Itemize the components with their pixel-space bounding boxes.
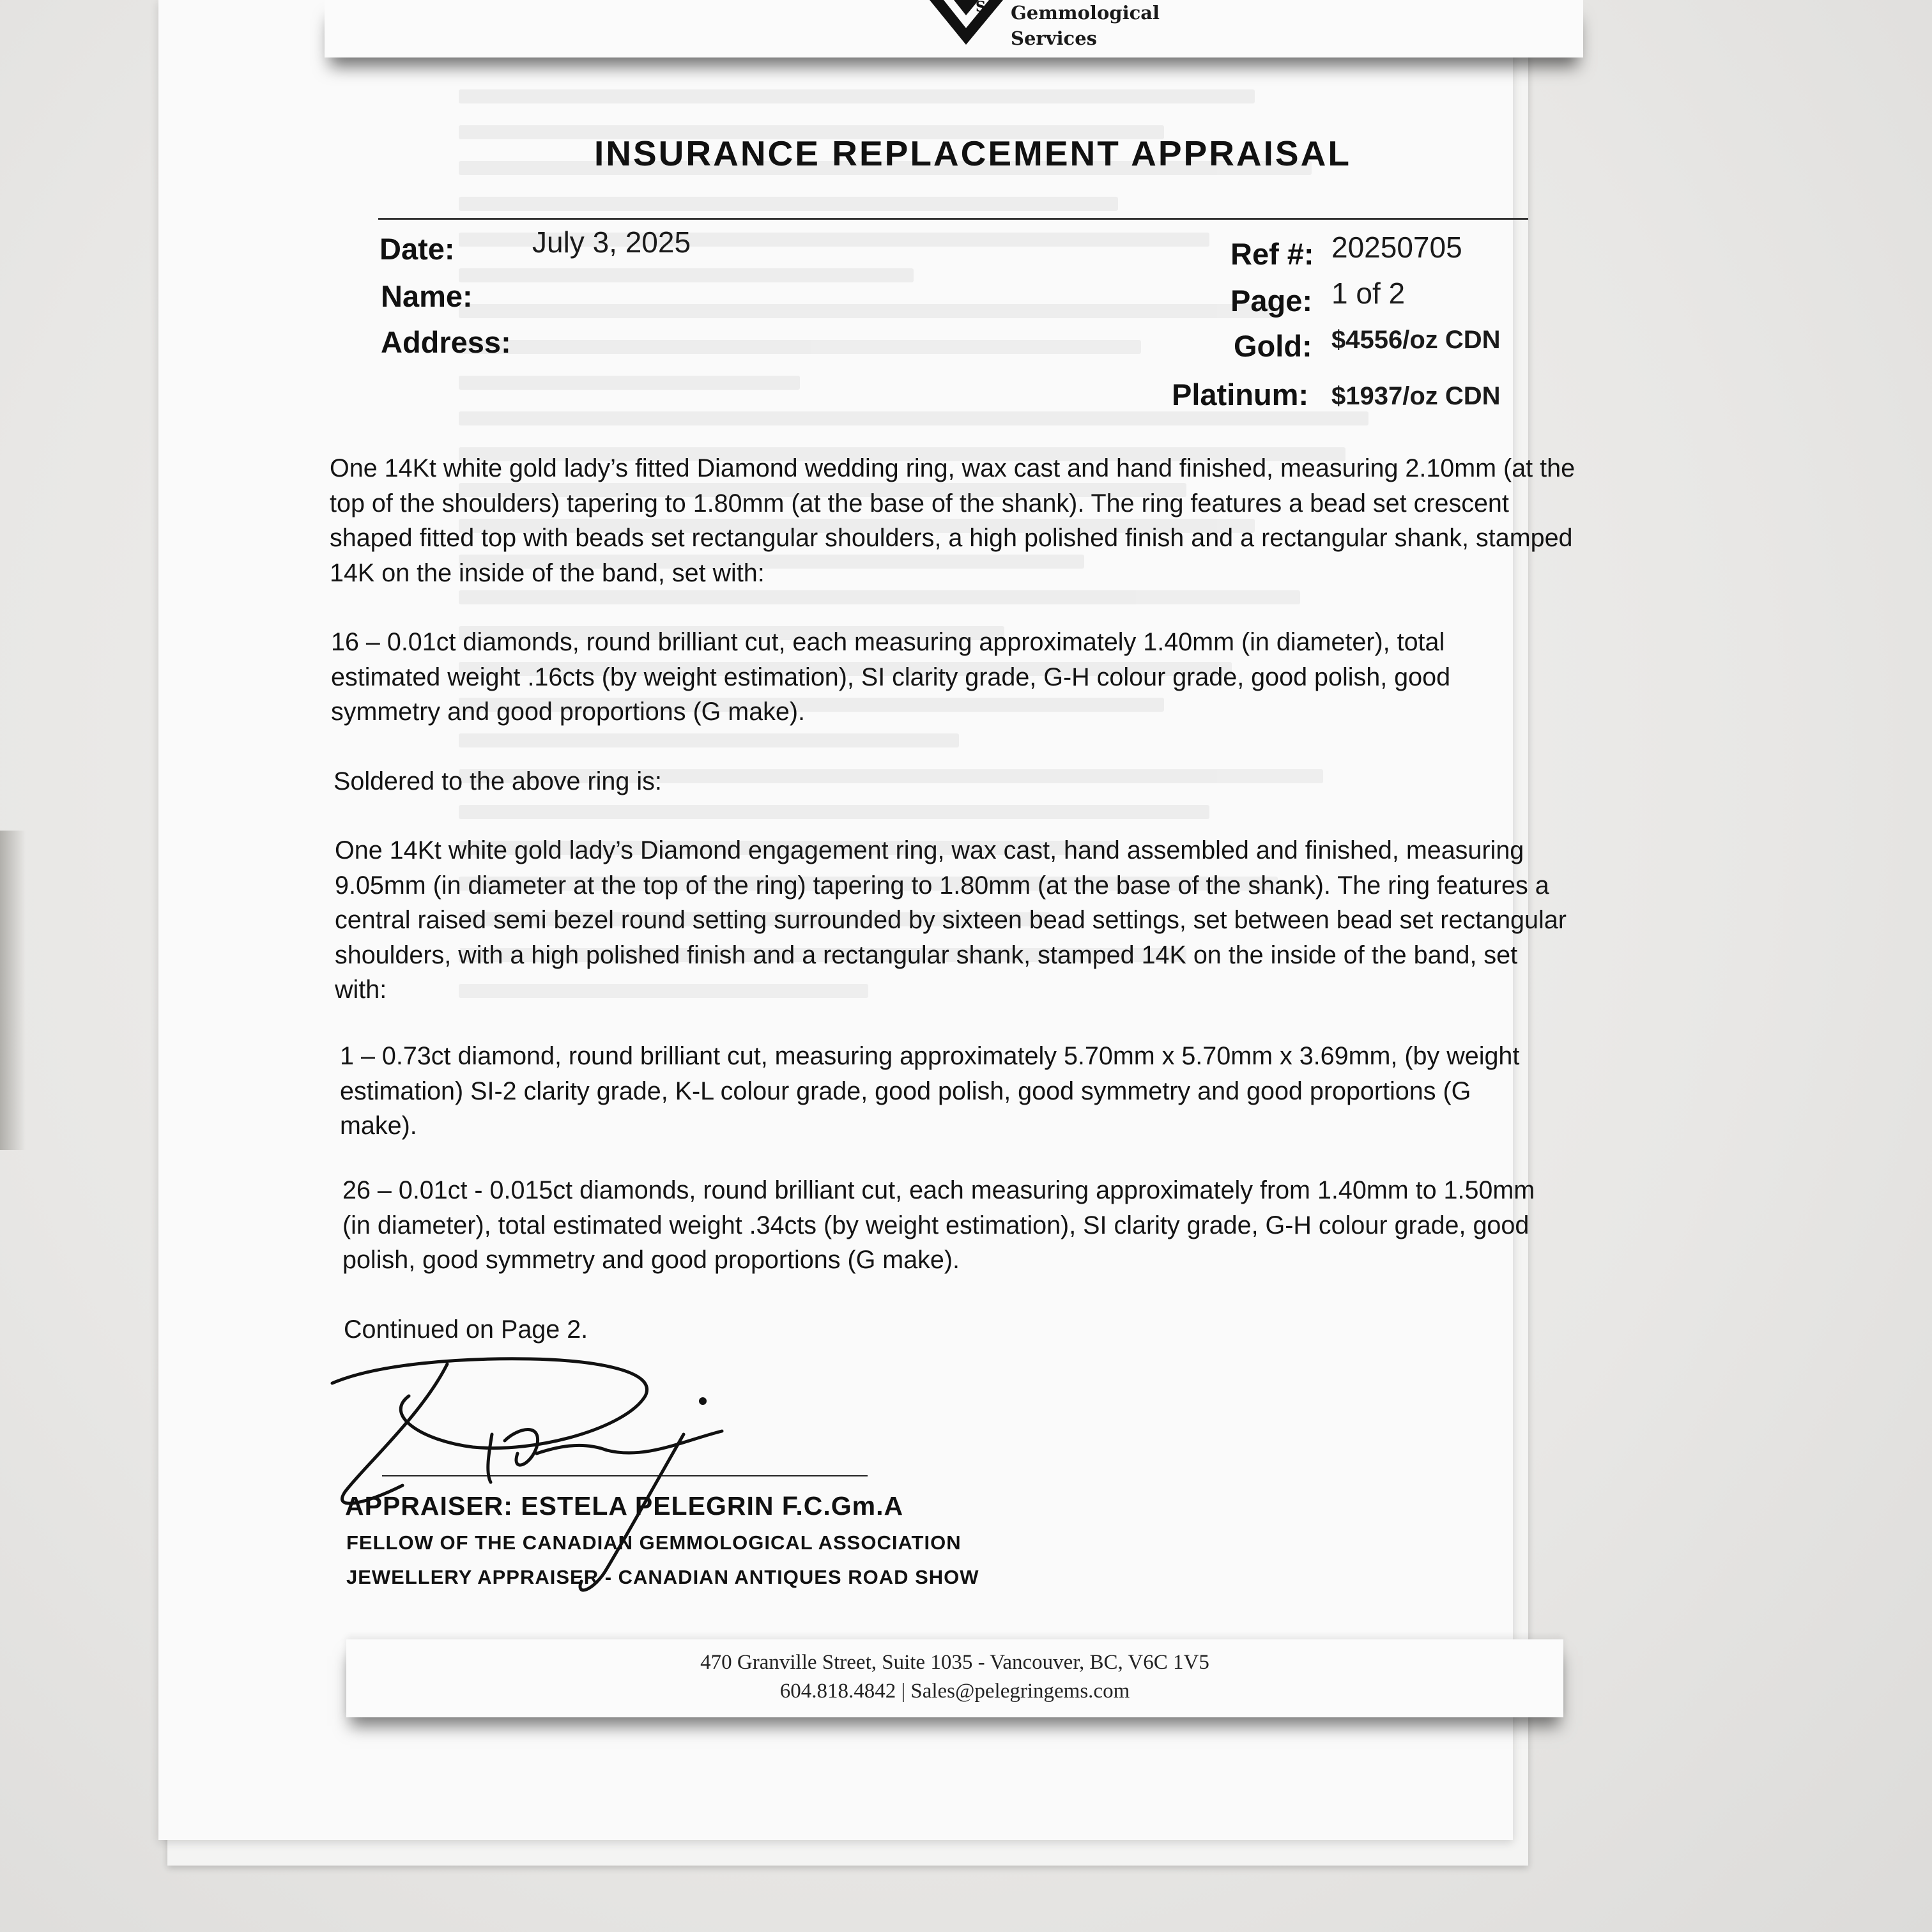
background-object-shadow [0,831,26,1150]
brand-line-1: Gemmological [1011,2,1160,24]
diamond-logo-icon [930,0,1003,45]
ref-label: Ref #: [1230,237,1314,271]
platinum-price: $1937/oz CDN [1331,382,1501,410]
gold-price: $4556/oz CDN [1331,326,1501,354]
address-label: Address: [381,325,511,359]
brand-line-2: Services [1011,27,1097,49]
footer-card [346,1639,1563,1717]
paragraph-wedding-ring: One 14Kt white gold lady’s fitted Diamond wedding ring, wax cast and hand finished, measuring 2.10mm (at the top of the shoulders) tapering to 1.80mm (at the base of the shank). The ring features a bead set crescent shaped fitted top with beads set rectangular shoulders, a high polished finish and a rectangular shank, stamped 14K on the inside of the band, set with: [330,454,1575,587]
svg-text:S: S [976,0,986,15]
title-divider [378,218,1528,220]
ref-value: 20250705 [1331,231,1462,264]
document-title: INSURANCE REPLACEMENT APPRAISAL [594,134,1351,173]
paragraph-soldered: Soldered to the above ring is: [334,767,662,795]
gold-label: Gold: [1234,329,1312,363]
name-label: Name: [381,279,473,313]
appraiser-credential-2: JEWELLERY APPRAISER - CANADIAN ANTIQUES ROAD SHOW [346,1566,979,1588]
appraiser-name: APPRAISER: ESTELA PELEGRIN F.C.Gm.A [345,1491,904,1521]
footer-contact: 604.818.4842 | Sales@pelegringems.com [779,1680,1130,1703]
page-value: 1 of 2 [1331,277,1406,310]
date-value: July 3, 2025 [532,226,691,259]
page-label: Page: [1230,284,1312,318]
paragraph-side-diamonds: 26 – 0.01ct - 0.015ct diamonds, round brilliant cut, each measuring approximately from 1.40mm to 1.50mm (in diameter), total estimated weight .34cts (by weight estimation), SI clarity grade, G-H colour grade, good polish, good symmetry and good proportions (G make). [342,1176,1535,1274]
platinum-label: Platinum: [1172,378,1309,411]
brand-name [1011,0,1160,51]
paragraph-engagement-ring: One 14Kt white gold lady’s Diamond engagement ring, wax cast, hand assembled and finished, measuring 9.05mm (in diameter at the top of the ring) tapering to 1.80mm (at the base of the shank). The ring features a central raised semi bezel round setting surrounded by sixteen bead settings, set between bead set rectangular shoulders, with a high polished finish and a rectangular shank, stamped 14K on the inside of the band, set with: [335,836,1567,1004]
continued-note: Continued on Page 2. [344,1315,588,1344]
paragraph-center-diamond: 1 – 0.73ct diamond, round brilliant cut, measuring approximately 5.70mm x 5.70mm x 3.69mm, (by weight estimation) SI-2 clarity grade, K-L colour grade, good polish, good symmetry and good proportions (G make). [340,1042,1520,1140]
paragraph-wedding-diamonds: 16 – 0.01ct diamonds, round brilliant cut, each measuring approximately 1.40mm (in diameter), total estimated weight .16cts (by weight estimation), SI clarity grade, G-H colour grade, good polish, good symmetry and good proportions (G make). [331,628,1451,726]
appraiser-credential-1: FELLOW OF THE CANADIAN GEMMOLOGICAL ASSOCIATION [346,1531,962,1554]
date-label: Date: [379,232,455,266]
footer-address: 470 Granville Street, Suite 1035 - Vancouver, BC, V6C 1V5 [700,1651,1209,1674]
letterhead-card [325,0,1583,57]
